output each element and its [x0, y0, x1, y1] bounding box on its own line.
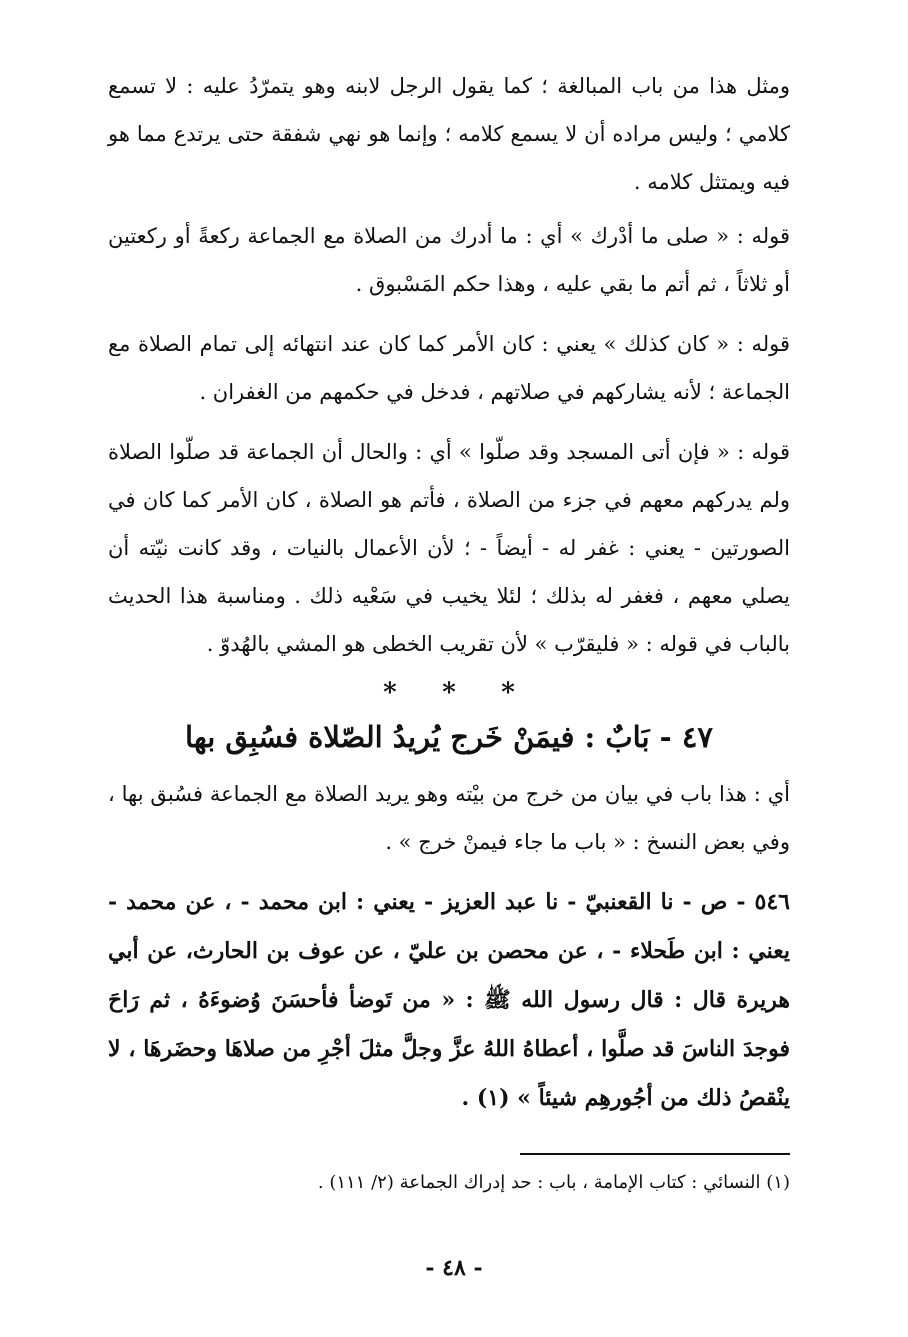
- paragraph-1: ومثل هذا من باب المبالغة ؛ كما يقول الرجل لابنه وهو يتمرّدُ عليه : لا تسمع كلامي ؛ وليس مراده أن لا يسمع كلامه ؛ وإنما هو نهي شفقة حتى يرتدع مما هو فيه ويمتثل كلامه .: [108, 74, 790, 194]
- page-body: [108, 62, 790, 1123]
- paragraph-2: قوله : « صلى ما أدْرك » أي : ما أدرك من الصلاة مع الجماعة ركعةً أو ركعتين أو ثلاثاً ، ثم أتم ما بقي عليه ، وهذا حكم المَسْبوق .: [108, 224, 790, 296]
- footnote-divider: [520, 1153, 790, 1155]
- page-number: - ٤٨ -: [425, 1255, 483, 1281]
- separator-star: *: [501, 678, 515, 708]
- chapter-heading: ٤٧ - بَابٌ : فيمَنْ خَرج يُريدُ الصّلاة فسُبِق بها: [185, 720, 713, 754]
- footnote: (١) النسائي : كتاب الإمامة ، باب : حد إدراك الجماعة (٢/ ١١١) .: [317, 1172, 790, 1193]
- paragraph-3: قوله : « كان كذلك » يعني : كان الأمر كما كان عند انتهائه إلى تمام الصلاة مع الجماعة ؛ لأنه يشاركهم في صلاتهم ، فدخل في حكمهم من الغفران .: [108, 332, 790, 404]
- section-separator: [108, 680, 790, 706]
- separator-star: *: [442, 678, 456, 708]
- chapter-intro: أي : هذا باب في بيان من خرج من بيْته وهو يريد الصلاة مع الجماعة فسُبق بها ، وفي بعض النسخ : « باب ما جاء فيمنْ خرج » .: [108, 782, 790, 854]
- separator-star: *: [383, 678, 397, 708]
- hadith-text: ٥٤٦ - ص - نا القعنبيّ - نا عبد العزيز - يعني : ابن محمد - ، عن محمد - يعني : ابن طَحلاء - ، عن محصن بن عليّ ، عن عوف بن الحارث، عن أبي هريرة قال : قال رسول الله ﷺ : « من تَوضأ فأحسَنَ وُضوءَهُ ، ثم رَاحَ فوجدَ الناسَ قد صلَّوا ، أعطاهُ اللهُ عزَّ وجلَّ مثلَ أجْرِ من صلاهَا وحضَرهَا ، لا ينْقصُ ذلك من أجُورهِم شيئاً » (١) .: [108, 889, 790, 1111]
- paragraph-4: قوله : « فإن أتى المسجد وقد صلّوا » أي : والحال أن الجماعة قد صلّوا الصلاة ولم يدركهم معهم في جزء من الصلاة ، فأتم هو الصلاة ، كان الأمر كما كان في الصورتين - يعني : غفر له - أيضاً - ؛ لأن الأعمال بالنيات ، وقد كانت نيّته أن يصلي معهم ، فغفر له بذلك ؛ لئلا يخيب في سَعْيه ذلك . ومناسبة هذا الحديث بالباب في قوله : « فليقرّب » لأن تقريب الخطى هو المشي بالهُدوّ .: [108, 440, 790, 656]
